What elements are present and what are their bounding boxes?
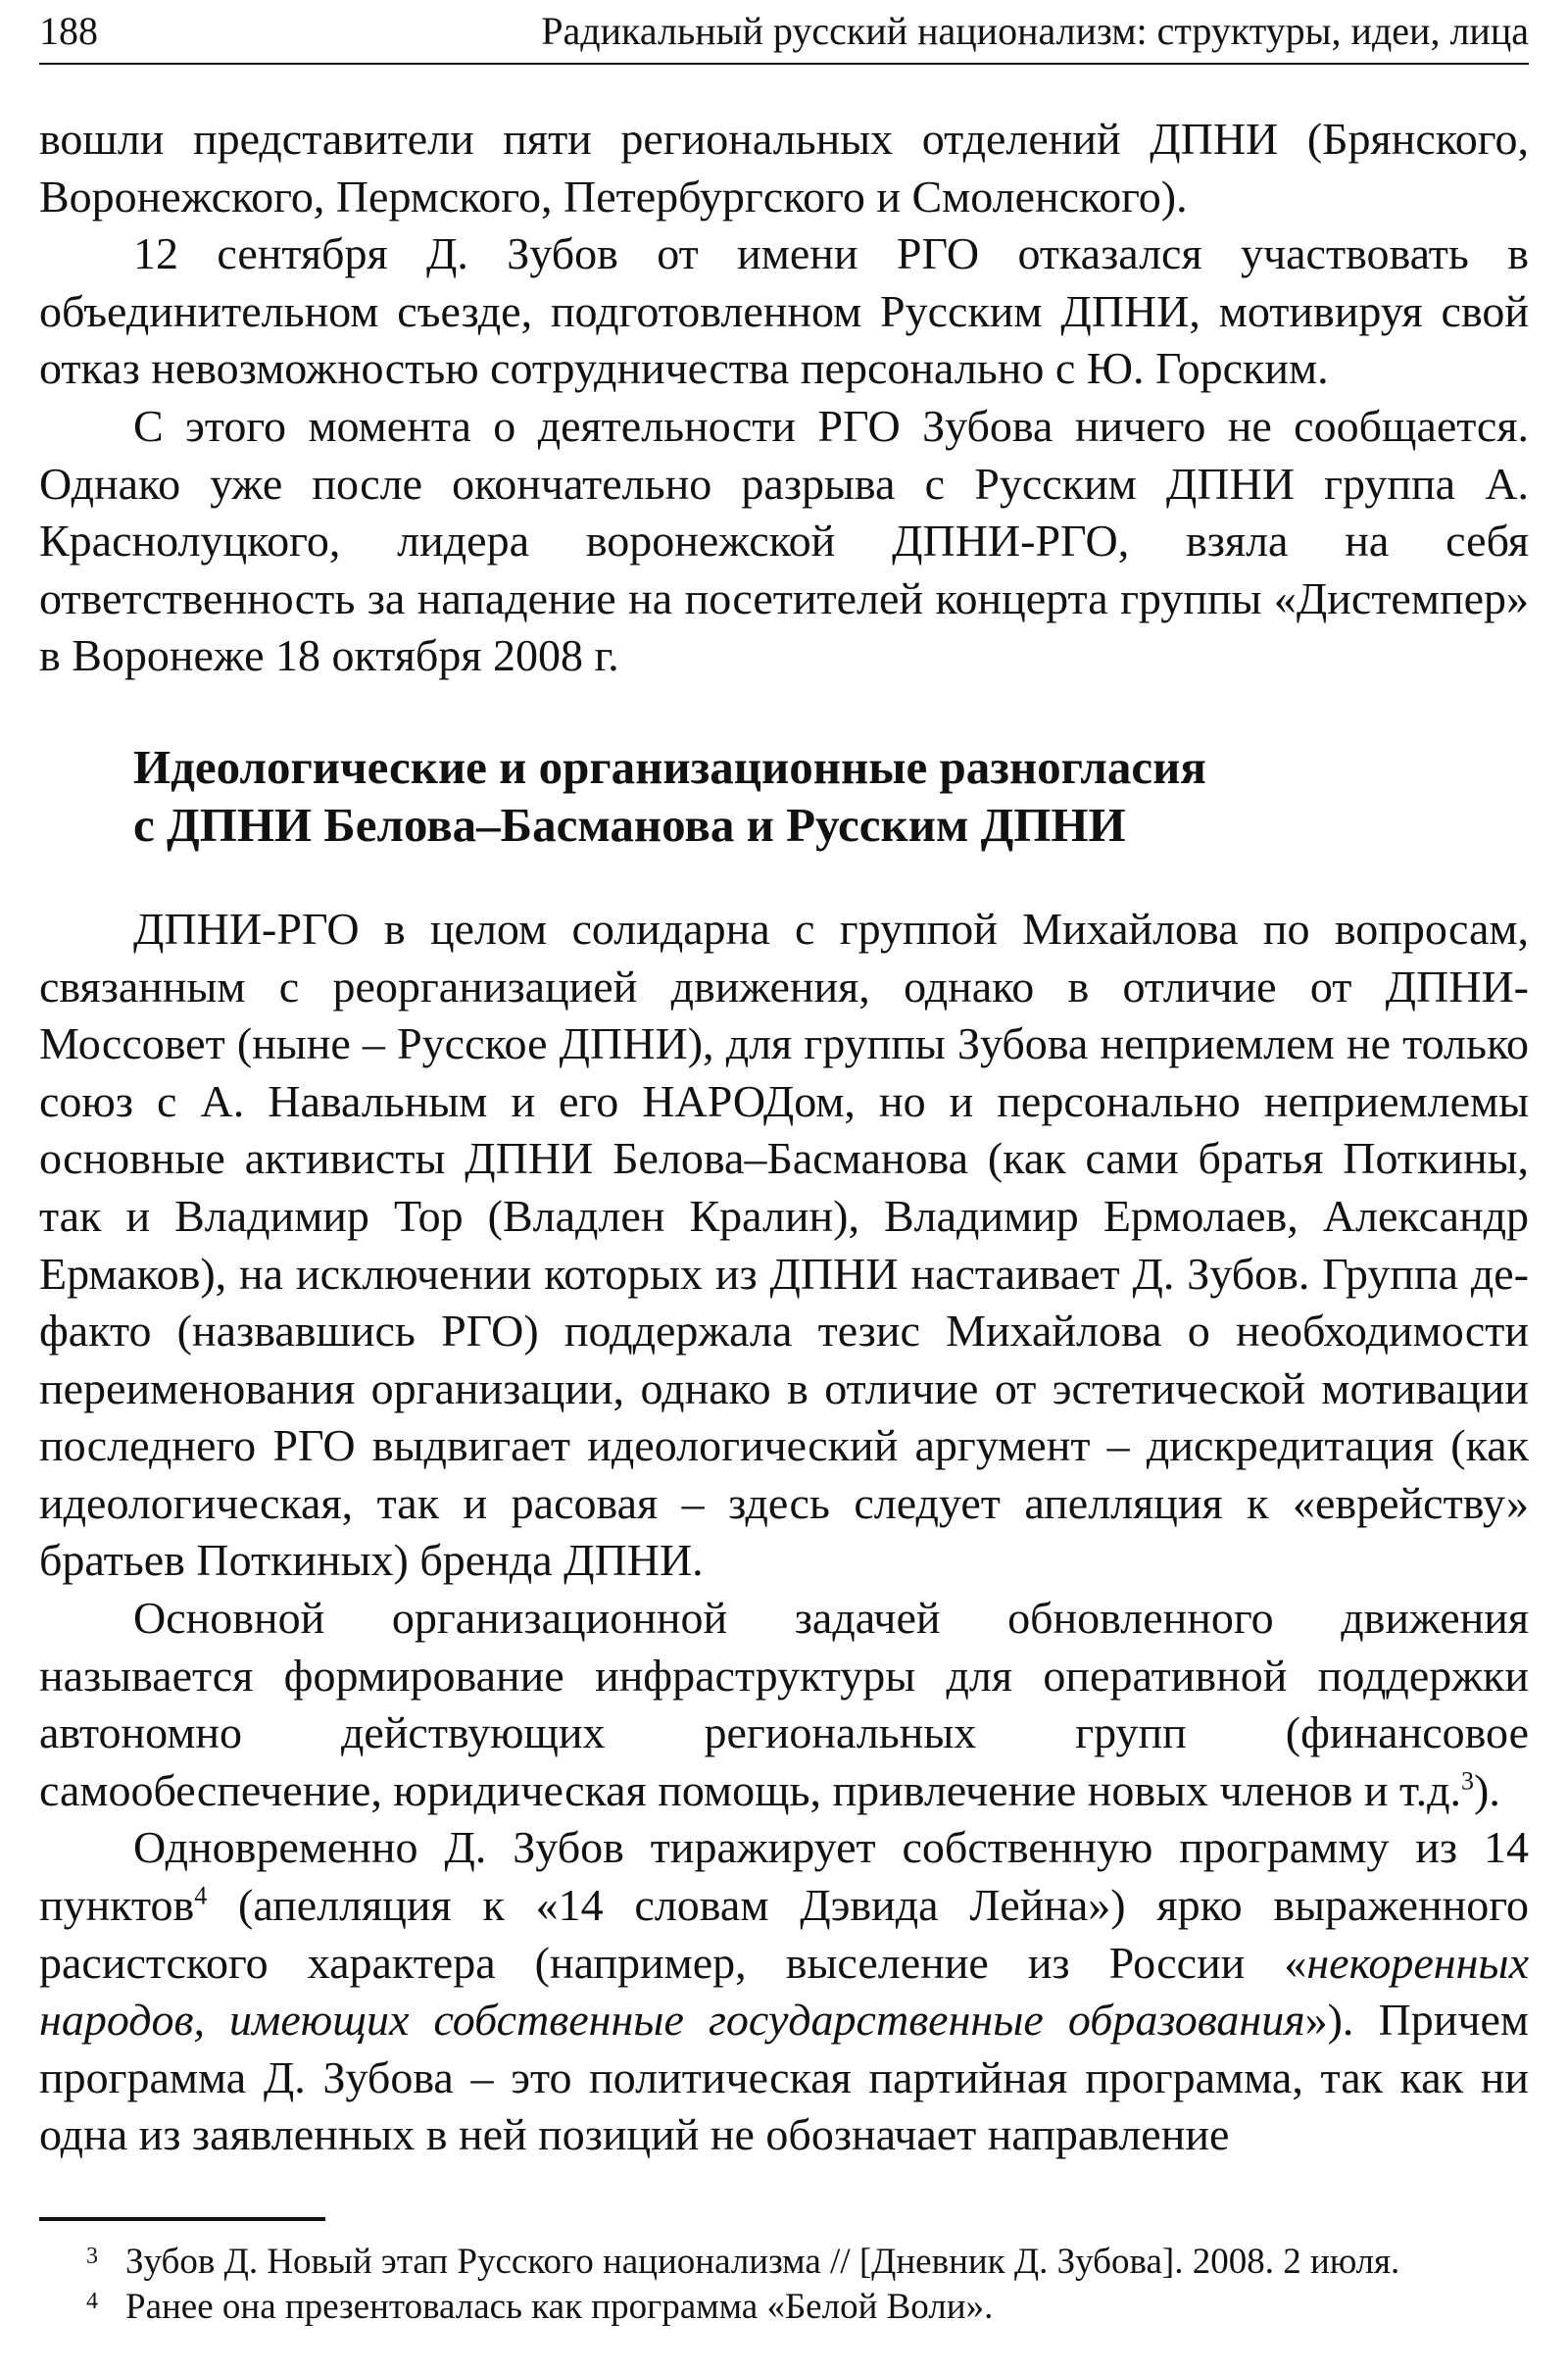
book-title: Радикальный русский национализм: структуры, идеи, лица bbox=[541, 9, 1529, 53]
running-head bbox=[39, 8, 1529, 65]
paragraph-5-tail: ). bbox=[1474, 1764, 1500, 1815]
paragraph-6-quote: некоренных народов, имеющих собственные государственные образования bbox=[39, 1937, 1529, 2046]
paragraph-6 bbox=[39, 1819, 1529, 2164]
paragraph-6-text-a: Одновременно Д. Зубов тиражирует собственную программу из 14 пунктов bbox=[39, 1822, 1529, 1931]
footnote-separator bbox=[39, 2217, 325, 2221]
paragraph-4: ДПНИ-РГО в целом солидарна с группой Михайлова по вопросам, связанным с реорганизацией движения, однако в отличие от ДПНИ-Моссовет (ныне – Русское ДПНИ), для группы Зубова неприемлем не только союз с А. Навальным и его НАРОДом, но и персонально неприемлемы основные активисты ДПНИ Белова–Басманова (как сами братья Поткины, так и Владимир Тор (Владлен Кралин), Владимир Ермолаев, Александр Ермаков), на исключении которых из ДПНИ настаивает Д. Зубов. Группа де-факто (назвавшись РГО) поддержала тезис Михайлова о необходимости переименования организации, однако в отличие от эстетической мотивации последнего РГО выдвигает идеологический аргумент – дискредитация (как идеологическая, так и расовая – здесь следует апелляция к «еврейству» братьев Поткиных) бренда ДПНИ. bbox=[39, 903, 1529, 1586]
paragraph-1: вошли представители пяти региональных отделений ДПНИ (Брянского, Воронежского, Пермского, Петербургского и Смоленского). bbox=[39, 114, 1529, 222]
paragraph-2: 12 сентября Д. Зубов от имени РГО отказался участвовать в объединительном съезде, подготовленном Русским ДПНИ, мотивируя свой отказ невозможностью сотрудничества персонально с Ю. Горским. bbox=[39, 228, 1529, 394]
footnote-ref-4: 4 bbox=[194, 1881, 208, 1910]
paragraph-5 bbox=[39, 1590, 1529, 1819]
footnote-text: Зубов Д. Новый этап Русского национализма // [Дневник Д. Зубова]. 2008. 2 июля. bbox=[125, 2242, 1400, 2282]
paragraph-6-text-b: (апелляция к «14 словам Дэвида Лейна») ярко выраженного расистского характера (например, выселение из России « bbox=[39, 1880, 1529, 1988]
footnote-text: Ранее она презентовалась как программа «Белой Воли». bbox=[125, 2287, 994, 2327]
footnote-3 bbox=[39, 2240, 1529, 2285]
page-number: 188 bbox=[39, 9, 98, 53]
book-page bbox=[39, 0, 1529, 2370]
body-text bbox=[39, 111, 1529, 2164]
footnote-ref-3: 3 bbox=[1461, 1766, 1474, 1796]
paragraph-3: С этого момента о деятельности РГО Зубова ничего не сообщается. Однако уже после окончательно разрыва с Русским ДПНИ группа А. Краснолуцкого, лидера воронежской ДПНИ-РГО, взяла на себя ответственность за нападение на посетителей концерта группы «Дистемпер» в Воронеже 18 октября 2008 г. bbox=[39, 400, 1529, 681]
section-heading-line-1: Идеологические и организационные разногласия bbox=[133, 739, 1206, 794]
footnote-4 bbox=[39, 2285, 1529, 2330]
paragraph-6-text-c: »). Причем программа Д. Зубова – это политическая партийная программа, так как ни одна из заявленных в ней позиций не обозначает направление bbox=[39, 1995, 1529, 2160]
paragraph-5-text: Основной организационной задачей обновленного движения называется формирование инфраструктуры для оперативной поддержки автономно действующих региональных групп (финансовое самообеспечение, юридическая помощь, привлечение новых членов и т.д. bbox=[39, 1593, 1529, 1815]
footnote-mark: 3 bbox=[86, 2244, 98, 2269]
footnotes bbox=[39, 2240, 1529, 2330]
section-heading bbox=[133, 738, 1529, 854]
section-heading-line-2: с ДПНИ Белова–Басманова и Русским ДПНИ bbox=[133, 797, 1126, 852]
footnote-mark: 4 bbox=[86, 2289, 98, 2314]
